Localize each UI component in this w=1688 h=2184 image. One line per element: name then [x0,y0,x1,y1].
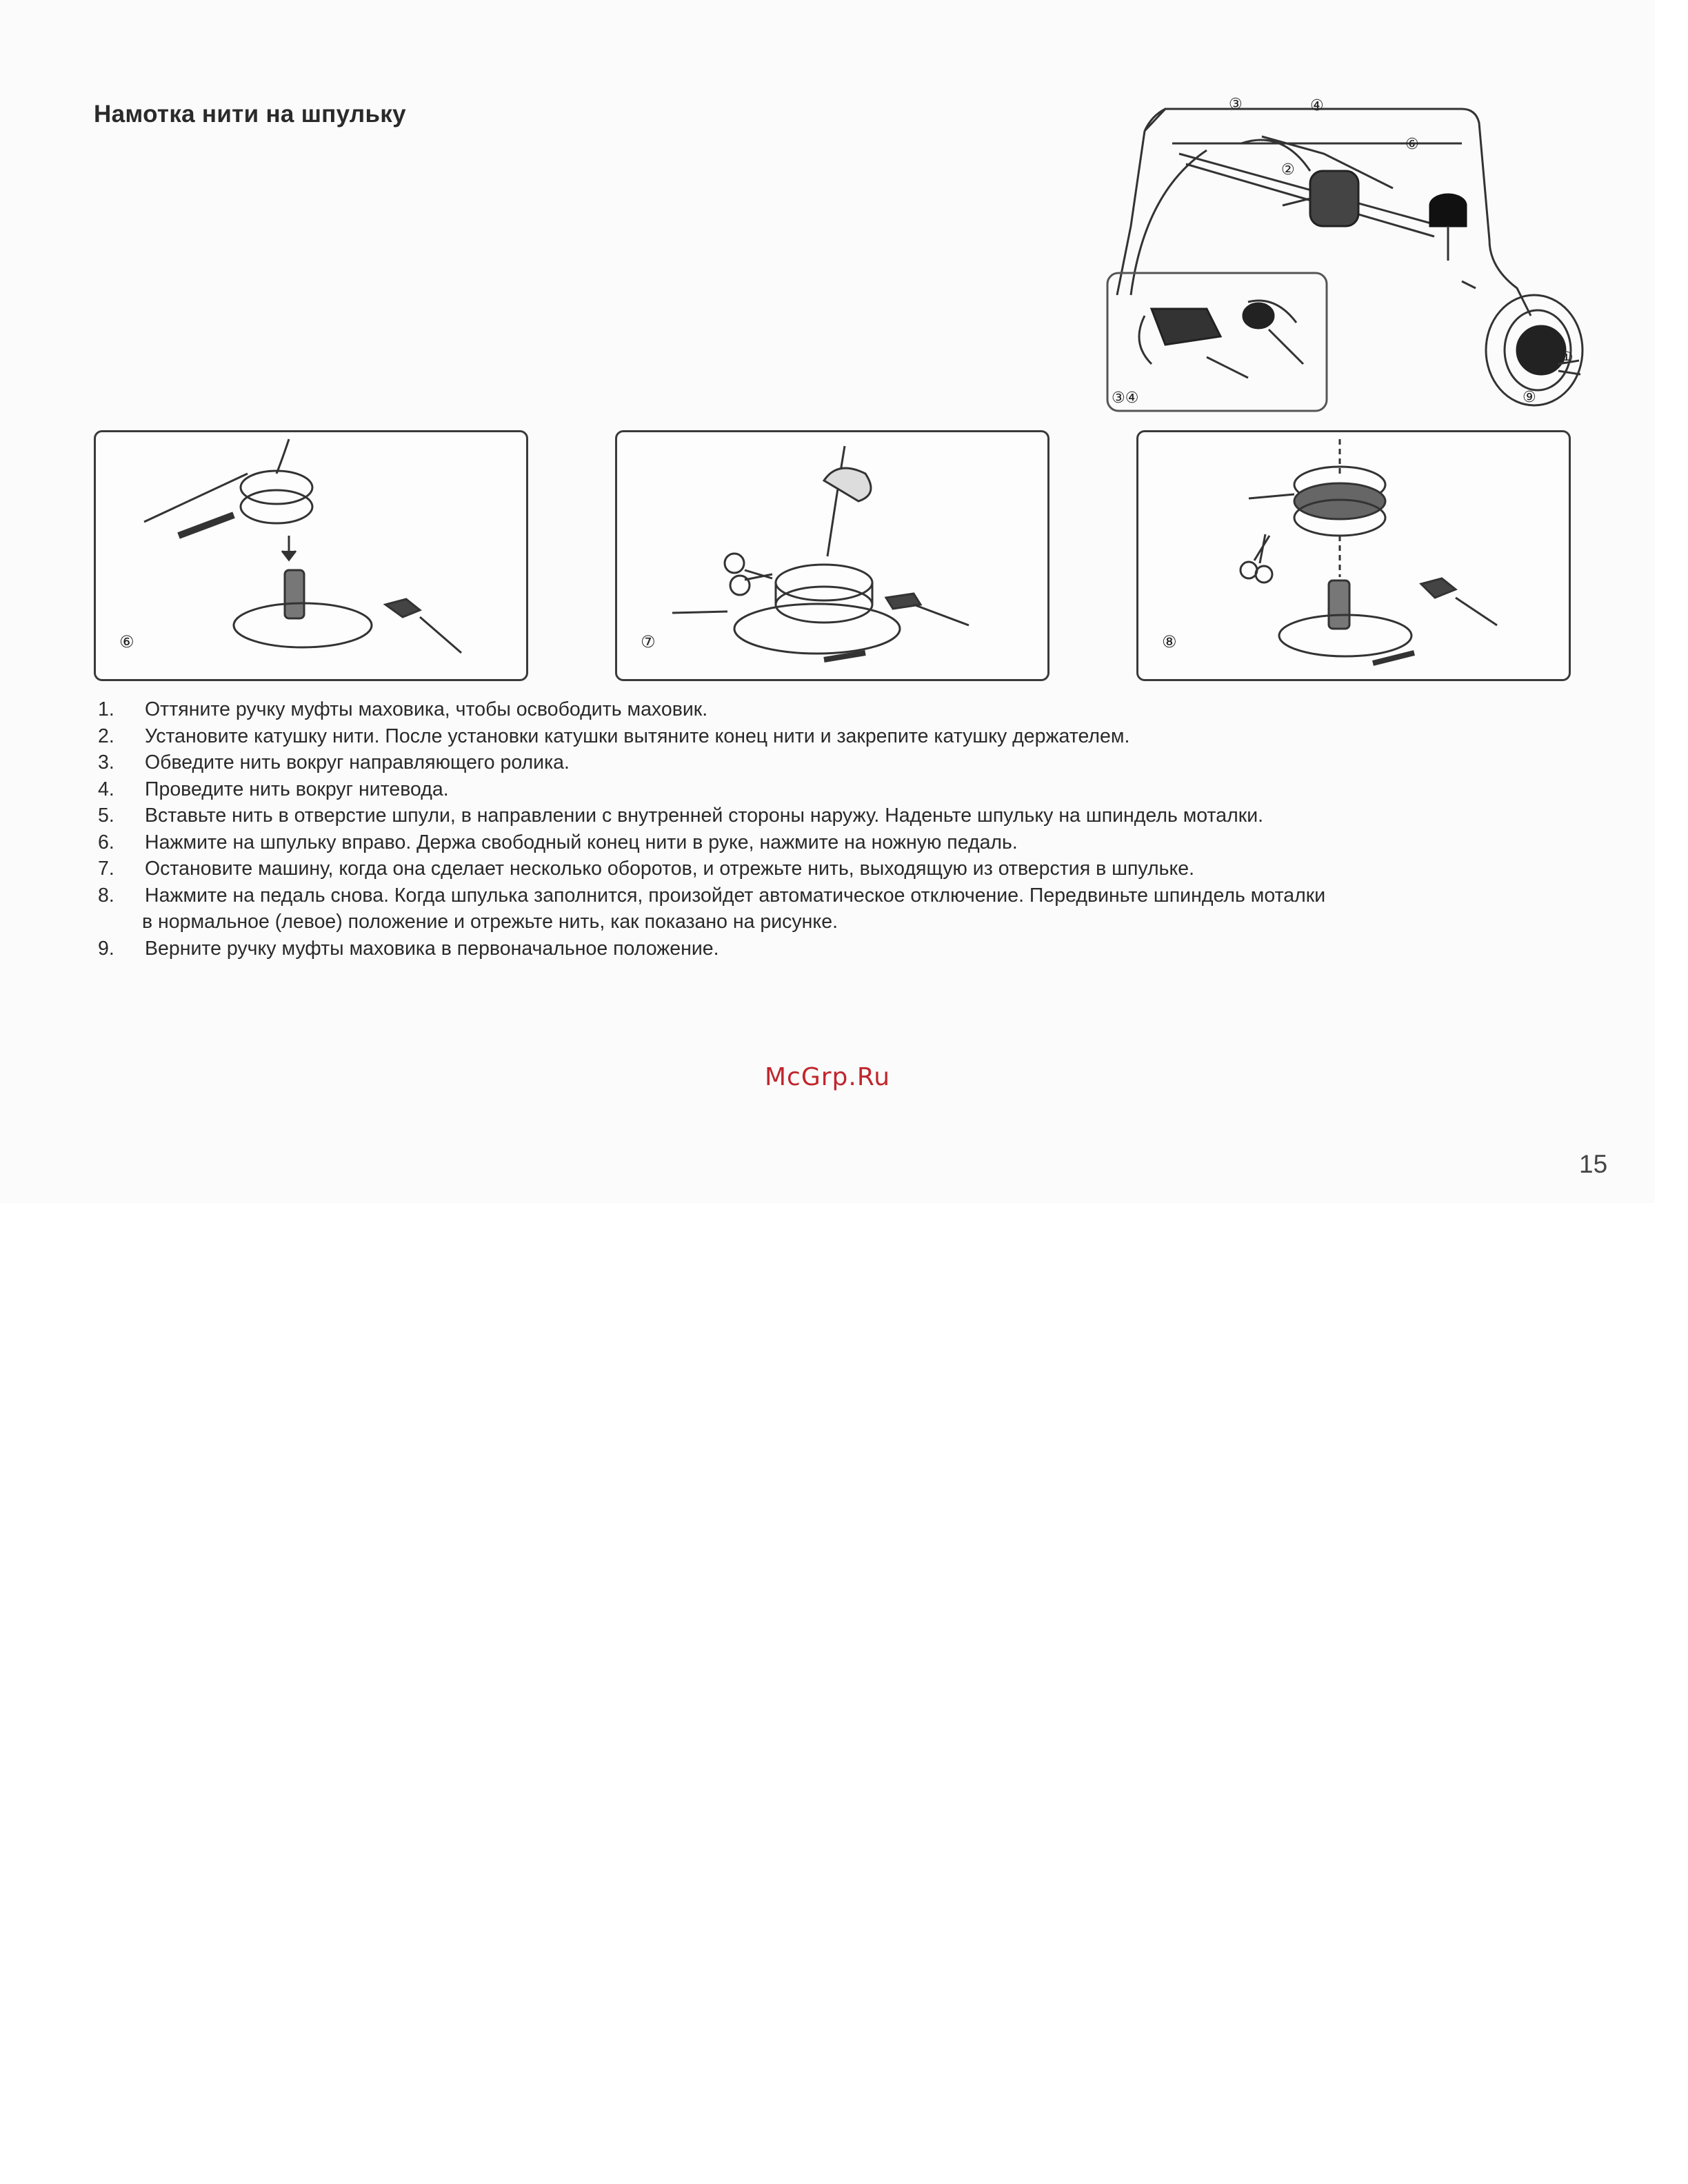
step-text-continuation: в нормальное (левое) положение и отрежьте нить, как показано на рисунке. [142,911,838,933]
step-text: Установите катушку нити. После установки катушки вытяните конец нити и закрепите катушку держателем. [145,725,1130,747]
list-item [94,882,1556,936]
list-item [94,856,1556,882]
callout-6: ⑥ [1405,136,1419,153]
step-number: 5. [98,805,114,827]
step-number: 8. [98,884,114,907]
bobbin-spindle-illustration [96,432,526,679]
panel-7-label: ⑦ [641,632,656,651]
step-number: 9. [98,937,114,960]
cutting-thread-illustration [617,432,1047,679]
callout-2: ② [1281,161,1295,179]
page-number: 15 [1579,1150,1608,1178]
panel-8-label: ⑧ [1162,632,1177,651]
step-text: Обведите нить вокруг направляющего ролика. [145,751,570,774]
list-item [94,696,1556,723]
callout-1: ① [1560,350,1574,367]
step-text: Вставьте нить в отверстие шпули, в направлении с внутренней стороны наружу. Наденьте шпульку на шпиндель моталки. [145,805,1264,827]
list-item [94,723,1556,750]
list-item [94,936,1556,962]
step-text: Остановите машину, когда она сделает несколько оборотов, и отрежьте нить, выходящую из отверстия в шпульке. [145,858,1195,880]
machine-threading-diagram [1103,88,1586,419]
step-number: 6. [98,831,114,853]
callout-4: ④ [1310,97,1324,114]
machine-illustration [1103,88,1586,419]
step-text: Верните ручку муфты маховика в первоначальное положение. [145,937,719,960]
step-number: 7. [98,858,114,880]
step-text: Нажмите на педаль снова. Когда шпулька заполнится, произойдет автоматическое отключение. Передвиньте шпиндель моталки [145,884,1326,907]
callout-3: ③ [1229,96,1243,113]
watermark-link[interactable]: McGrp.Ru [764,1063,891,1091]
page-title: Намотка нити на шпульку [94,101,406,128]
callout-9: ⑨ [1523,389,1536,406]
figure-panel-8 [1136,430,1571,681]
full-bobbin-illustration [1138,432,1569,679]
step-number: 2. [98,725,114,747]
step-text-block [142,882,1556,936]
callout-3-4: ③④ [1112,390,1139,407]
figure-panel-6 [94,430,528,681]
step-text: Оттяните ручку муфты маховика, чтобы освободить маховик. [145,698,708,720]
step-number: 4. [98,778,114,800]
list-item [94,776,1556,803]
panel-6-label: ⑥ [119,632,134,651]
figure-panel-7 [615,430,1049,681]
list-item [94,749,1556,776]
list-item [94,802,1556,829]
instruction-steps [94,696,1556,962]
step-number: 1. [98,698,114,720]
step-number: 3. [98,751,114,774]
step-text: Нажмите на шпульку вправо. Держа свободный конец нити в руке, нажмите на ножную педаль. [145,831,1018,853]
list-item [94,829,1556,856]
step-text: Проведите нить вокруг нитевода. [145,778,449,800]
